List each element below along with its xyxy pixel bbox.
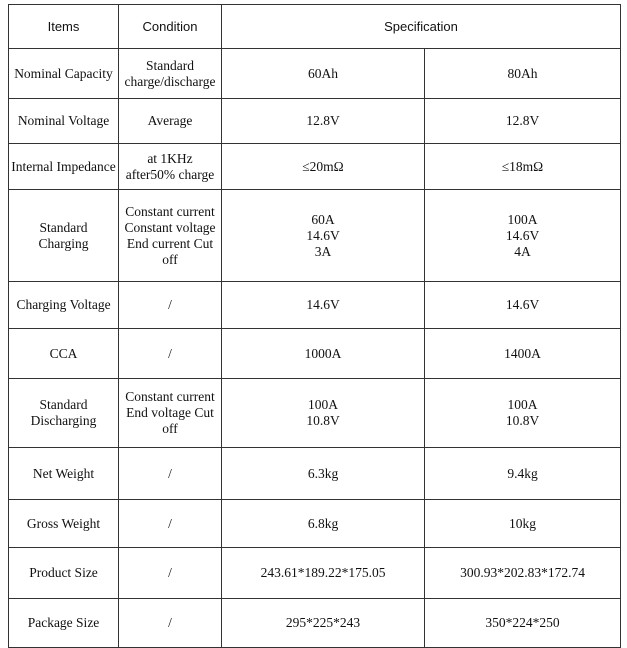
table-row bbox=[9, 99, 621, 144]
spec-b-cell bbox=[425, 329, 621, 379]
condition-line: End current Cut bbox=[126, 235, 214, 251]
condition-cell bbox=[119, 49, 222, 99]
spec-line: 9.4kg bbox=[507, 465, 538, 481]
spec-line: 100A bbox=[507, 397, 538, 412]
condition-line: off bbox=[162, 251, 178, 267]
spec-line: 12.8V bbox=[505, 113, 540, 128]
table-row bbox=[9, 190, 621, 282]
spec-line: 14.6V bbox=[505, 227, 540, 243]
condition-line: after50% charge bbox=[125, 166, 215, 182]
condition-line: Constant current bbox=[125, 203, 215, 219]
spec-line: 295*225*243 bbox=[285, 615, 361, 630]
spec-a-cell bbox=[222, 282, 425, 329]
spec-b-cell bbox=[425, 379, 621, 448]
condition-line: Standard bbox=[146, 57, 194, 73]
condition-line: / bbox=[168, 465, 172, 481]
condition-line: at 1KHz bbox=[147, 150, 193, 166]
condition-cell bbox=[119, 99, 222, 144]
item-cell bbox=[9, 282, 119, 329]
item-line: Charging bbox=[38, 235, 89, 251]
spec-line: 14.6V bbox=[306, 227, 340, 243]
item-cell bbox=[9, 448, 119, 500]
spec-line: 6.8kg bbox=[307, 515, 339, 531]
condition-cell bbox=[119, 190, 222, 282]
spec-b-cell bbox=[425, 448, 621, 500]
item-line: Standard bbox=[39, 219, 88, 235]
condition-cell bbox=[119, 500, 222, 548]
table-row bbox=[9, 548, 621, 599]
item-cell bbox=[9, 500, 119, 548]
condition-line: / bbox=[168, 515, 172, 531]
table-row bbox=[9, 448, 621, 500]
condition-line: / bbox=[168, 565, 172, 580]
header-row bbox=[9, 5, 621, 49]
spec-b-cell bbox=[425, 282, 621, 329]
spec-a-cell bbox=[222, 49, 425, 99]
condition-line: End voltage Cut bbox=[126, 405, 214, 420]
item-line: Nominal Voltage bbox=[17, 113, 110, 128]
item-line: Nominal Capacity bbox=[14, 65, 113, 81]
item-cell bbox=[9, 329, 119, 379]
item-cell bbox=[9, 379, 119, 448]
spec-a-cell bbox=[222, 500, 425, 548]
spec-line: 1400A bbox=[504, 345, 541, 361]
spec-a-cell bbox=[222, 190, 425, 282]
item-line: Standard bbox=[39, 397, 88, 412]
condition-cell bbox=[119, 548, 222, 599]
spec-a-cell bbox=[222, 379, 425, 448]
spec-line: 100A bbox=[308, 397, 338, 412]
item-cell bbox=[9, 49, 119, 99]
spec-table bbox=[8, 4, 621, 648]
spec-line: 80Ah bbox=[507, 65, 538, 81]
spec-line: 14.6V bbox=[306, 297, 340, 312]
item-line: CCA bbox=[49, 345, 78, 361]
condition-line: Constant voltage bbox=[124, 219, 216, 235]
spec-a-cell bbox=[222, 448, 425, 500]
header-condition: Condition bbox=[119, 5, 222, 49]
table-row bbox=[9, 144, 621, 190]
item-line: Charging Voltage bbox=[16, 297, 111, 312]
table-row bbox=[9, 500, 621, 548]
spec-a-cell bbox=[222, 99, 425, 144]
spec-b-cell bbox=[425, 190, 621, 282]
spec-line: 12.8V bbox=[306, 113, 340, 128]
item-line: Internal Impedance bbox=[11, 158, 116, 174]
spec-b-cell bbox=[425, 500, 621, 548]
condition-cell bbox=[119, 144, 222, 190]
condition-line: / bbox=[168, 297, 172, 312]
spec-line: 10.8V bbox=[505, 413, 540, 428]
condition-line: / bbox=[168, 345, 172, 361]
spec-b-cell bbox=[425, 49, 621, 99]
spec-b-cell bbox=[425, 548, 621, 599]
item-cell bbox=[9, 599, 119, 648]
spec-line: 14.6V bbox=[505, 297, 540, 312]
spec-line: 243.61*189.22*175.05 bbox=[260, 565, 386, 580]
spec-line: 3A bbox=[314, 243, 332, 259]
table-row bbox=[9, 329, 621, 379]
spec-b-cell bbox=[425, 144, 621, 190]
item-cell bbox=[9, 548, 119, 599]
table-row bbox=[9, 49, 621, 99]
spec-a-cell bbox=[222, 599, 425, 648]
item-cell bbox=[9, 99, 119, 144]
item-cell bbox=[9, 144, 119, 190]
spec-line: 6.3kg bbox=[307, 465, 339, 481]
spec-b-cell bbox=[425, 599, 621, 648]
condition-cell bbox=[119, 448, 222, 500]
spec-line: 350*224*250 bbox=[485, 615, 560, 630]
condition-line: / bbox=[168, 615, 172, 630]
item-cell bbox=[9, 190, 119, 282]
condition-cell bbox=[119, 379, 222, 448]
condition-line: Average bbox=[147, 113, 193, 128]
spec-line: ≤18mΩ bbox=[501, 158, 544, 174]
spec-a-cell bbox=[222, 548, 425, 599]
header-items: Items bbox=[9, 5, 119, 49]
item-line: Product Size bbox=[29, 565, 98, 580]
item-line: Gross Weight bbox=[26, 515, 101, 531]
spec-line: 60Ah bbox=[308, 65, 338, 81]
spec-line: 4A bbox=[514, 243, 531, 259]
condition-line: off bbox=[162, 421, 178, 436]
table-row bbox=[9, 379, 621, 448]
condition-line: charge/discharge bbox=[124, 73, 216, 89]
condition-cell bbox=[119, 599, 222, 648]
spec-a-cell bbox=[222, 144, 425, 190]
spec-line: 10kg bbox=[509, 515, 536, 531]
spec-line: ≤20mΩ bbox=[302, 158, 344, 174]
header-specification: Specification bbox=[222, 5, 621, 49]
condition-line: Constant current bbox=[125, 389, 215, 404]
spec-line: 1000A bbox=[304, 345, 342, 361]
spec-line: 10.8V bbox=[306, 413, 340, 428]
spec-line: 300.93*202.83*172.74 bbox=[460, 565, 585, 580]
item-line: Discharging bbox=[30, 413, 97, 428]
spec-line: 100A bbox=[507, 211, 538, 227]
item-line: Net Weight bbox=[32, 465, 95, 481]
spec-line: 60A bbox=[311, 211, 335, 227]
table-row bbox=[9, 282, 621, 329]
condition-cell bbox=[119, 329, 222, 379]
item-line: Package Size bbox=[27, 615, 100, 630]
condition-cell bbox=[119, 282, 222, 329]
table-row bbox=[9, 599, 621, 648]
spec-b-cell bbox=[425, 99, 621, 144]
spec-a-cell bbox=[222, 329, 425, 379]
